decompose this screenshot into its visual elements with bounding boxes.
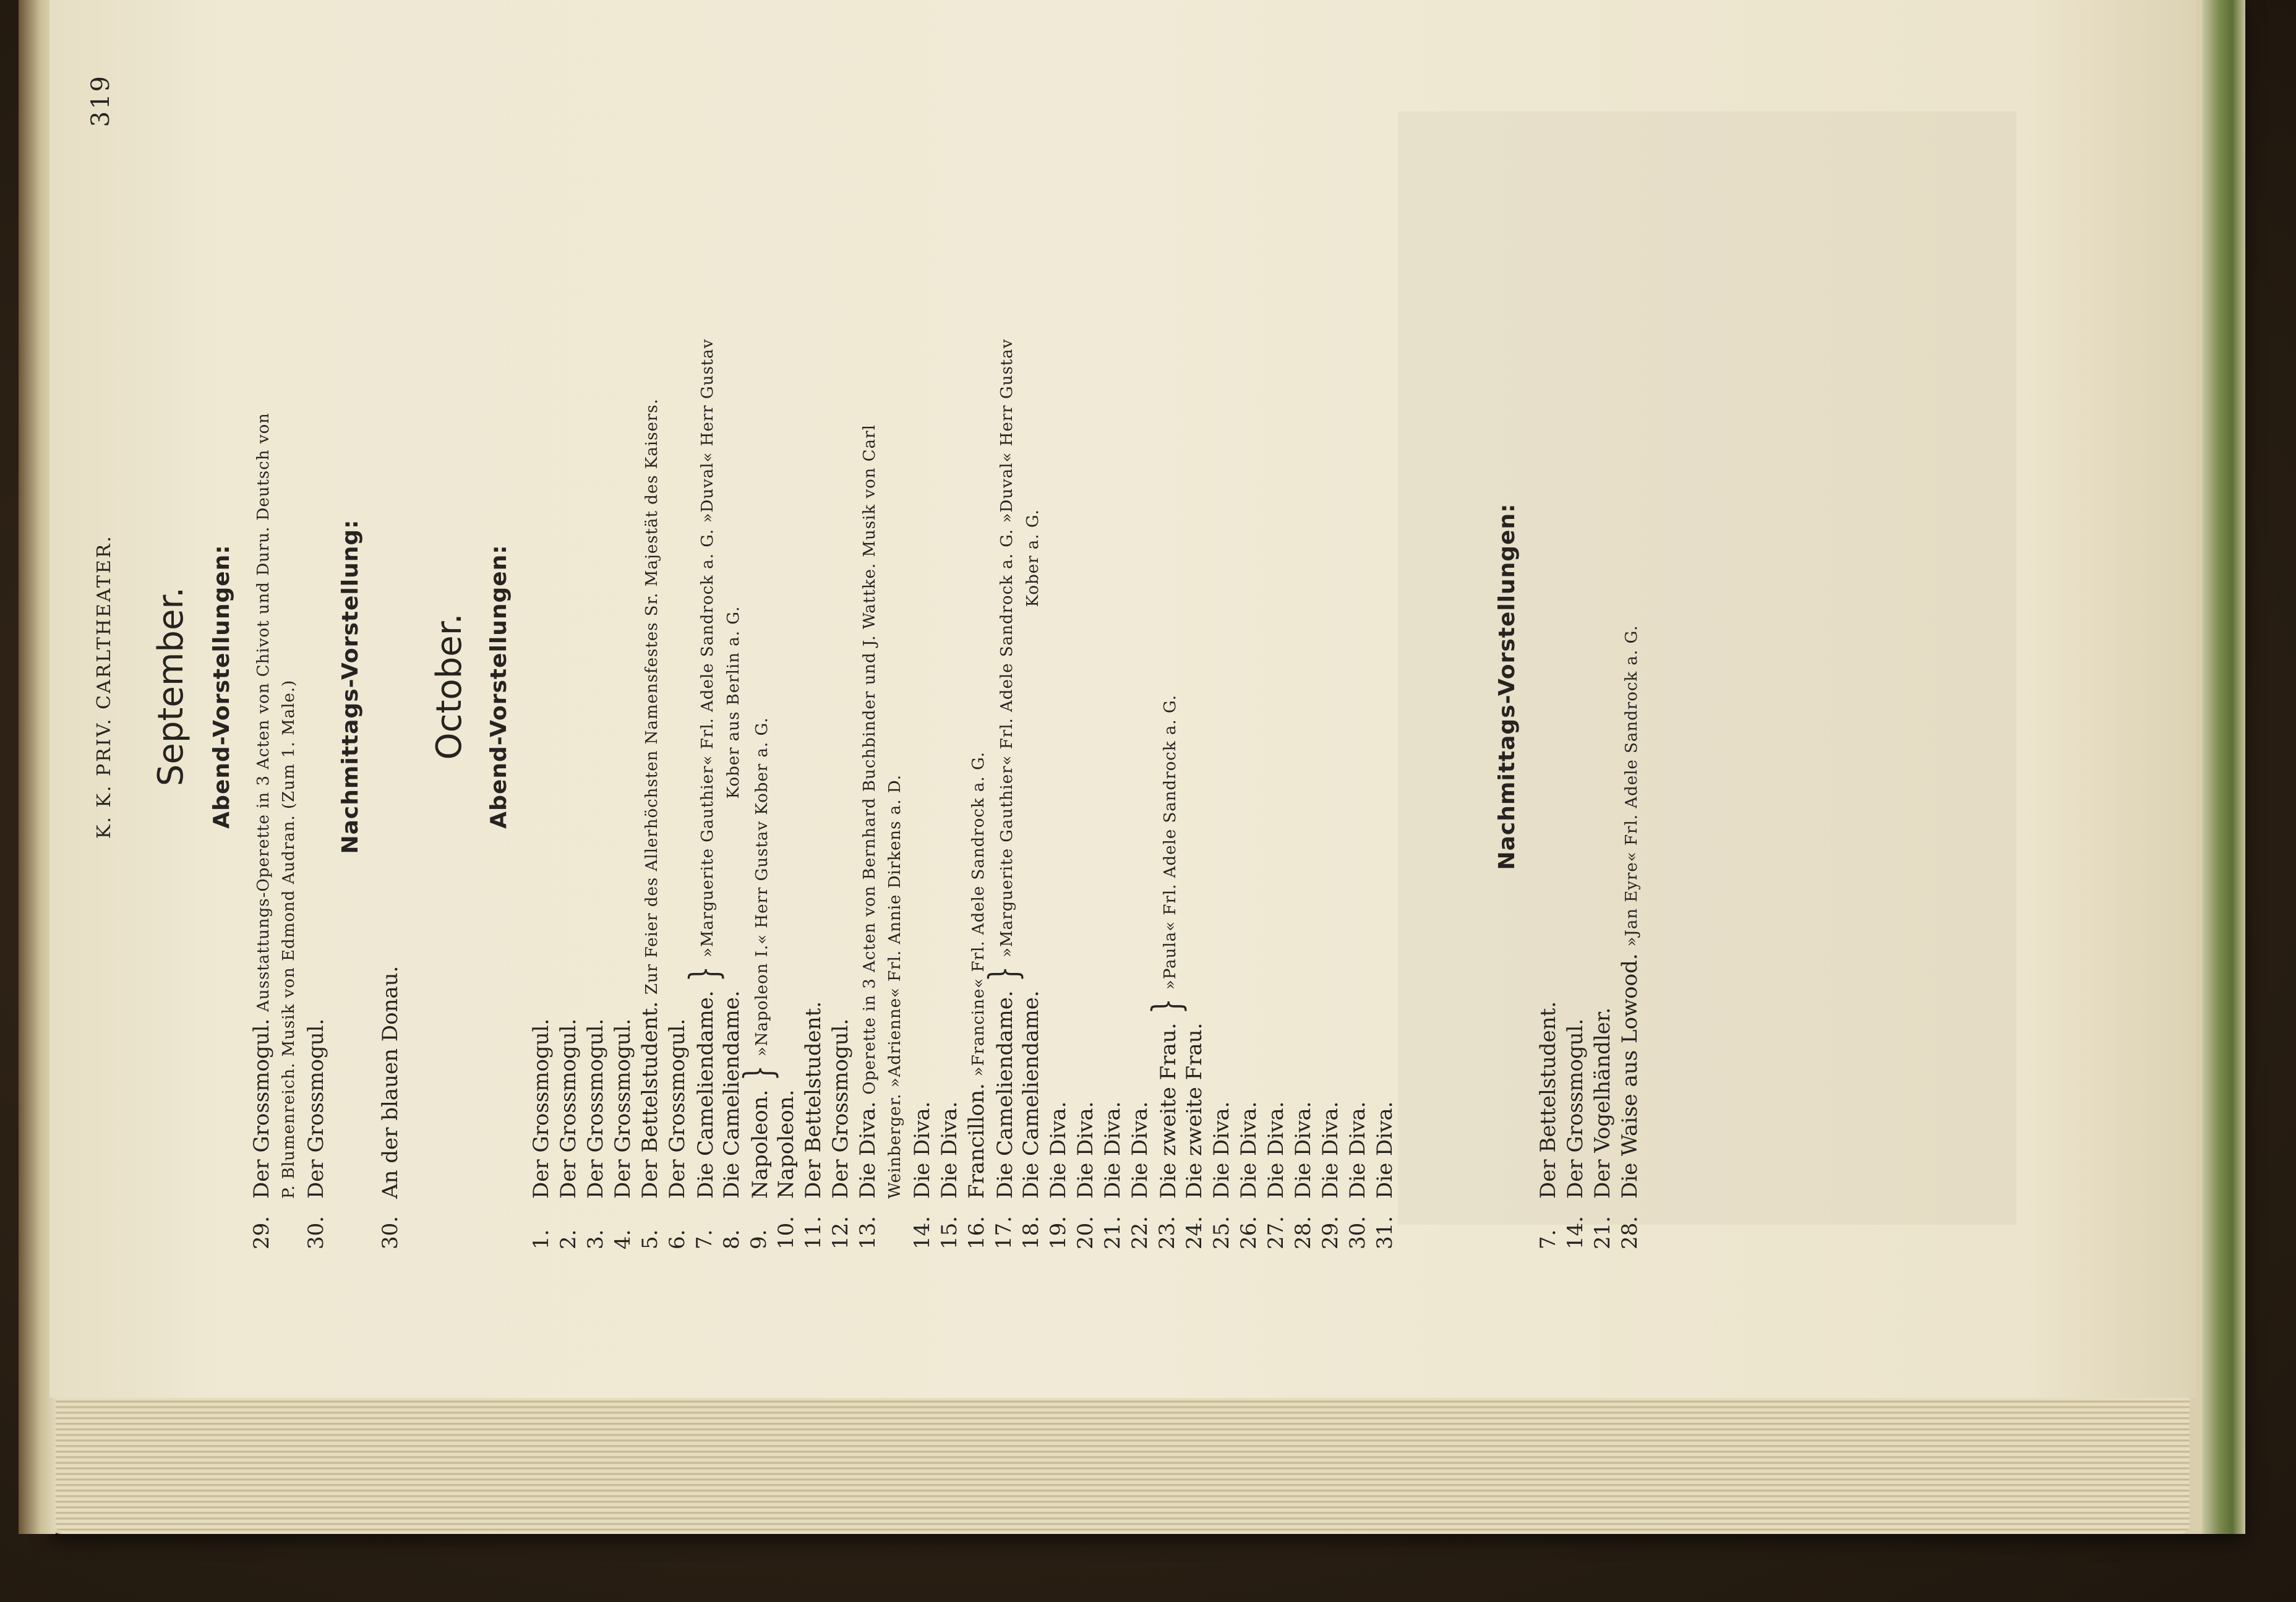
- list-item: 29. Der Grossmogul. Ausstattungs-Operette in 3 Acten von Chivot und Duru. Deutsch von: [249, 413, 274, 1249]
- september-afternoon-list: [377, 93, 404, 1249]
- list-item: 29. Die Diva.: [1318, 1101, 1343, 1249]
- october-afternoon-list: [1535, 93, 1643, 1249]
- list-item: 14. Der Grossmogul.: [1563, 1018, 1588, 1249]
- list-item: 30. An der blauen Donau.: [378, 966, 403, 1249]
- month-heading-september: September.: [151, 586, 191, 787]
- book-spine: [2202, 0, 2245, 1534]
- list-item: 31. Die Diva.: [1373, 1101, 1397, 1249]
- page-stack-edge: [56, 1392, 2190, 1534]
- list-item: 3. Der Grossmogul.: [583, 1018, 608, 1249]
- list-item: 14. Die Diva.: [910, 1101, 935, 1249]
- october-evening-list: [528, 93, 1399, 1249]
- october-evening-heading: Abend-Vorstellungen:: [486, 544, 512, 829]
- list-item: 12. Der Grossmogul.: [828, 1018, 853, 1249]
- page-number: 319: [87, 74, 115, 127]
- list-item: 2. Der Grossmogul.: [556, 1018, 581, 1249]
- brace-icon: }: [981, 966, 1027, 982]
- printed-page: [65, 31, 2100, 1342]
- list-item: 19. Die Diva.: [1046, 1101, 1071, 1249]
- list-item: 25. Die Diva.: [1209, 1101, 1234, 1249]
- list-item: 15. Die Diva.: [937, 1101, 962, 1249]
- list-item: 13. Die Diva. Operette in 3 Acten von Bernhard Buchbinder und J. Wattke. Musik von Carl: [855, 424, 880, 1249]
- list-item: 17. Die Cameliendame.}»Marguerite Gauthier« Frl. Adele Sandrock a. G. »Duval« Herr Gustav: [981, 338, 1027, 1249]
- brace-icon: }: [736, 1065, 782, 1081]
- october-afternoon-heading: Nachmittags-Vorstellungen:: [1494, 503, 1520, 870]
- list-item: 22. Die Diva.: [1128, 1101, 1152, 1249]
- list-item: 21. Der Vogelhändler.: [1590, 1007, 1615, 1249]
- list-item: 23. Die zweite Frau.}»Paula« Frl. Adele Sandrock a. G.: [1144, 695, 1190, 1249]
- list-item: 11. Der Bettelstudent.: [801, 1001, 826, 1249]
- list-item: 6. Der Grossmogul.: [665, 1018, 690, 1249]
- entry-continuation: Weinberger. »Adrienne« Frl. Annie Dirkens a. D.: [886, 774, 904, 1199]
- list-item: 10. Napoleon.: [774, 1089, 799, 1249]
- running-head: [87, 31, 118, 1342]
- list-item: 5. Der Bettelstudent. Zur Feier des Allerhöchsten Namensfestes Sr. Majestät des Kaisers.: [638, 398, 662, 1249]
- brace-icon: }: [1144, 998, 1190, 1014]
- list-item: 24. Die zweite Frau.: [1182, 1022, 1207, 1249]
- list-item: 28. Die Diva.: [1291, 1101, 1316, 1249]
- september-evening-heading: Abend-Vorstellungen:: [209, 544, 234, 829]
- month-heading-october: October.: [429, 613, 469, 760]
- list-item: 7. Die Cameliendame.}»Marguerite Gauthier« Frl. Adele Sandrock a. G. »Duval« Herr Gustav: [682, 338, 727, 1249]
- list-item: 26. Die Diva.: [1236, 1101, 1261, 1249]
- list-item: 4. Der Grossmogul.: [610, 1018, 635, 1249]
- list-item: 20. Die Diva.: [1073, 1101, 1098, 1249]
- brace-icon: }: [682, 966, 727, 982]
- list-item: 30. Der Grossmogul.: [304, 1018, 328, 1249]
- list-item: 18. Die Cameliendame.Kober a. G.: [1019, 509, 1043, 1249]
- entry-continuation: P. Blumenreich. Musik von Edmond Audran. (Zum 1. Male.): [280, 679, 298, 1199]
- running-head-title: K. K. PRIV. CARLTHEATER.: [93, 534, 115, 839]
- list-item: 7. Der Bettelstudent.: [1536, 1001, 1561, 1249]
- list-item: 28. Die Waise aus Lowood. »Jan Eyre« Frl. Adele Sandrock a. G.: [1617, 625, 1642, 1249]
- list-item: 9. Napoleon.}»Napoleon I.« Herr Gustav Kober a. G.: [736, 717, 782, 1249]
- list-item: 1. Der Grossmogul.: [529, 1018, 554, 1249]
- list-item: 27. Die Diva.: [1264, 1101, 1288, 1249]
- september-evening-list: [248, 93, 330, 1249]
- list-item: 16. Francillon. »Francine« Frl. Adele Sandrock a. G.: [964, 751, 989, 1249]
- list-item: 21. Die Diva.: [1100, 1101, 1125, 1249]
- september-afternoon-heading: Nachmittags-Vorstellung:: [338, 519, 363, 854]
- list-item: 30. Die Diva.: [1345, 1101, 1370, 1249]
- list-item: 8. Die Cameliendame.Kober aus Berlin a. G.: [719, 606, 744, 1249]
